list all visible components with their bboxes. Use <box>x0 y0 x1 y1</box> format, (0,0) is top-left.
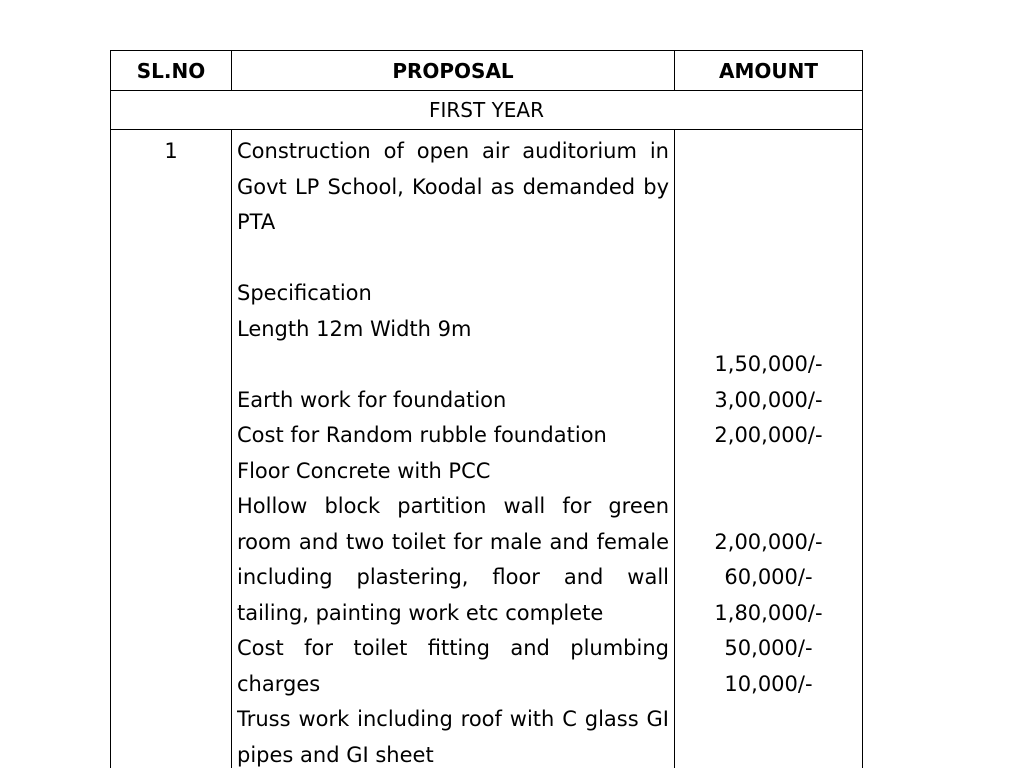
section-title-first-year: FIRST YEAR <box>111 91 863 130</box>
slno-cell <box>111 130 232 768</box>
amount-line <box>675 241 862 277</box>
amount-line <box>675 312 862 348</box>
header-amount: AMOUNT <box>675 51 863 91</box>
proposal-line: pipes and GI sheet <box>237 742 434 767</box>
amount-line: 2,00,000/- <box>714 529 823 554</box>
header-proposal: PROPOSAL <box>232 51 675 91</box>
table-header-row <box>111 51 863 91</box>
amount-line <box>675 276 862 312</box>
amount-line <box>675 738 862 768</box>
proposal-cell <box>232 130 675 768</box>
proposal-line: Govt LP School, Koodal as demanded by <box>237 174 669 199</box>
proposal-line: Hollow block partition wall for green <box>237 494 669 518</box>
proposal-line: charges <box>237 671 321 696</box>
header-slno: SL.NO <box>111 51 232 91</box>
proposal-line: Specification <box>237 281 372 305</box>
amount-line: 3,00,000/- <box>714 387 823 412</box>
amount-line <box>675 205 862 241</box>
proposal-line <box>237 241 669 277</box>
proposal-line: Earth work for foundation <box>237 387 507 412</box>
amount-line <box>675 489 862 525</box>
proposal-line: Construction of open air auditorium in <box>237 139 669 163</box>
amount-line: 60,000/- <box>724 565 813 589</box>
amount-line <box>675 454 862 490</box>
amount-line: 10,000/- <box>724 671 813 696</box>
proposal-table-container <box>110 50 862 768</box>
amount-line: 1,80,000/- <box>714 600 823 625</box>
proposal-line <box>237 347 669 383</box>
proposal-table <box>110 50 863 768</box>
proposal-line: Truss work including roof with C glass GI <box>237 707 669 731</box>
slno-value: 1 <box>164 139 178 163</box>
amount-line: 50,000/- <box>724 636 813 660</box>
proposal-line: including plastering, floor and wall <box>237 565 669 589</box>
amount-line <box>675 134 862 170</box>
amount-cell <box>675 130 863 768</box>
proposal-line: room and two toilet for male and female <box>237 529 669 554</box>
amount-line: 1,50,000/- <box>714 352 823 376</box>
amount-line <box>675 170 862 206</box>
amount-line <box>675 702 862 738</box>
amount-line: 2,00,000/- <box>714 423 823 447</box>
section-row <box>111 91 863 130</box>
proposal-line: Floor Concrete with PCC <box>237 458 491 483</box>
proposal-line: PTA <box>237 210 276 234</box>
proposal-line: tailing, painting work etc complete <box>237 600 604 625</box>
proposal-line: Length 12m Width 9m <box>237 316 472 341</box>
proposal-line: Cost for toilet fitting and plumbing <box>237 636 669 660</box>
table-row <box>111 130 863 768</box>
proposal-line: Cost for Random rubble foundation <box>237 423 607 447</box>
